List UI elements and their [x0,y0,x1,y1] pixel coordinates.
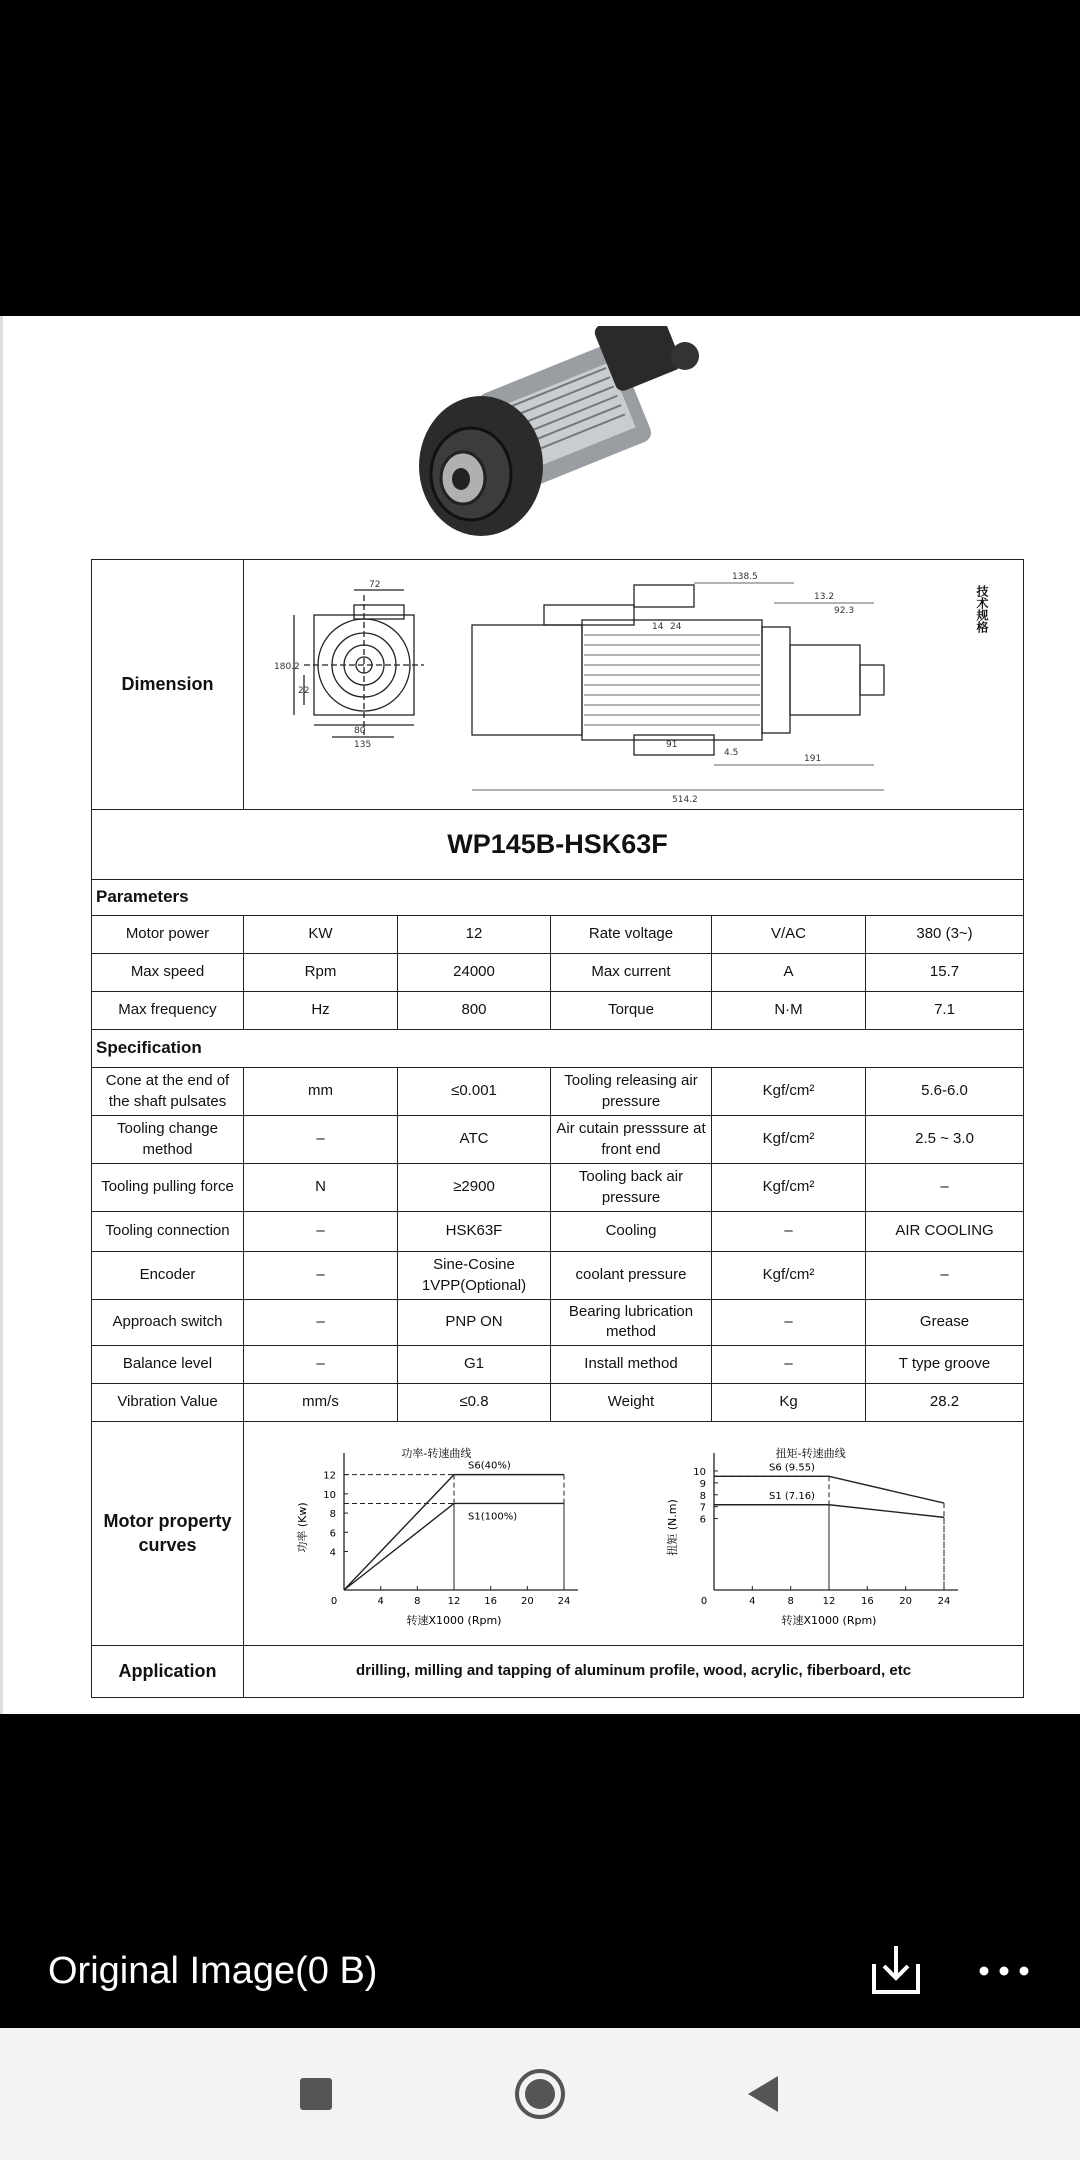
x-tick-label: 0 [330,1596,337,1607]
dim-91: 91 [665,739,677,750]
item-value-2: AIR COOLING [866,1212,1024,1252]
spindle-nose [419,396,543,536]
item-unit-2: Kgf/cm² [712,1116,866,1164]
x-axis-label: 转速X1000 (Rpm) [406,1614,501,1627]
x-tick-label: 12 [447,1596,460,1607]
spec-vertical-label: 技术规格 [974,584,989,633]
item-unit-2: Kgf/cm² [712,1164,866,1212]
x-tick-label: 16 [860,1596,874,1607]
document-image [0,316,1080,1714]
item-name-2: coolant pressure [551,1252,712,1300]
parameters-heading: Parameters [92,880,1024,916]
spec-table [91,559,1024,1698]
item-name: Motor power [92,916,244,954]
item-unit-2: Kg [712,1383,866,1421]
parameters-body [92,916,1024,1030]
series-label: S6 (9.55) [768,1462,815,1474]
item-name: Max frequency [92,992,244,1030]
item-unit: – [244,1300,398,1346]
dim-135: 135 [353,739,371,750]
item-name-2: Max current [551,954,712,992]
curves-cell [244,1421,1024,1645]
x-tick-label: 20 [520,1596,534,1607]
item-value-2: – [866,1252,1024,1300]
item-name-2: Air cutain presssure at front end [551,1116,712,1164]
item-value: Sine-Cosine 1VPP(Optional) [398,1252,551,1300]
dimension-label: Dimension [92,560,244,810]
item-unit: – [244,1212,398,1252]
download-icon[interactable] [868,1942,924,1998]
application-row [92,1645,1024,1697]
y-tick-label: 4 [329,1547,336,1559]
application-label: Application [92,1645,244,1697]
y-tick-label: 6 [699,1514,706,1526]
spec-row [92,1212,1024,1252]
series-label: S6(40%) [467,1460,511,1472]
item-value-2: – [866,1164,1024,1212]
item-value: G1 [398,1345,551,1383]
dim-138: 138.5 [731,571,758,582]
y-tick-label: 6 [329,1528,336,1540]
chart-title: 功率-转速曲线 [400,1447,471,1460]
item-unit: – [244,1252,398,1300]
item-value: HSK63F [398,1212,551,1252]
dim-92: 92.3 [833,605,854,616]
item-value: ≤0.8 [398,1383,551,1421]
square-recents-icon[interactable] [286,2064,346,2124]
item-unit: mm/s [244,1383,398,1421]
item-name-2: Cooling [551,1212,712,1252]
y-tick-label: 10 [322,1489,336,1501]
spec-row [92,954,1024,992]
item-name-2: Bearing lubrication method [551,1300,712,1346]
system-nav-bar [0,2028,1080,2160]
spindle-photo [363,326,723,566]
chart-title: 扭矩-转速曲线 [775,1447,846,1460]
item-name: Tooling pulling force [92,1164,244,1212]
dim-24: 24 [669,621,681,632]
x-tick-label: 24 [937,1596,950,1607]
y-axis-label: 功率 (Kw) [295,1502,309,1553]
item-name-2: Install method [551,1345,712,1383]
spec-row [92,1252,1024,1300]
item-value: PNP ON [398,1300,551,1346]
y-tick-label: 8 [699,1490,706,1502]
dim-4-5: 4.5 [723,747,738,758]
curves-charts [254,1425,1014,1641]
spec-row [92,916,1024,954]
item-value: ≥2900 [398,1164,551,1212]
item-name-2: Torque [551,992,712,1030]
item-value-2: 2.5 ~ 3.0 [866,1116,1024,1164]
x-tick-label: 4 [376,1596,384,1607]
item-unit-2: N·M [712,992,866,1030]
dimension-drawing-cell [244,560,1024,810]
x-axis-label: 转速X1000 (Rpm) [781,1614,876,1627]
dim-514: 514.2 [671,794,698,805]
x-tick-label: 0 [700,1596,707,1607]
item-value: ≤0.001 [398,1068,551,1116]
spec-row [92,1164,1024,1212]
series-label: S1(100%) [467,1511,517,1523]
item-unit: – [244,1116,398,1164]
item-value-2: T type groove [866,1345,1024,1383]
dim-14: 14 [651,621,663,632]
item-value: 800 [398,992,551,1030]
item-value-2: 380 (3~) [866,916,1024,954]
item-unit-2: A [712,954,866,992]
curves-label: Motor property curves [92,1421,244,1645]
image-caption: Original Image(0 B) [48,1950,378,1992]
item-unit-2: V/AC [712,916,866,954]
dim-191: 191 [803,753,821,764]
spec-row [92,1383,1024,1421]
x-tick-label: 8 [413,1596,421,1607]
item-unit: Rpm [244,954,398,992]
circle-home-icon[interactable] [510,2064,570,2124]
y-tick-label: 7 [699,1502,706,1514]
dim-22: 22 [297,685,309,696]
x-tick-label: 20 [898,1596,912,1607]
y-tick-label: 8 [329,1509,336,1521]
item-unit-2: – [712,1345,866,1383]
dimension-row [92,560,1024,810]
item-value-2: 28.2 [866,1383,1024,1421]
item-unit: N [244,1164,398,1212]
item-name-2: Rate voltage [551,916,712,954]
item-value: 24000 [398,954,551,992]
item-unit-2: – [712,1300,866,1346]
item-name: Vibration Value [92,1383,244,1421]
item-name: Max speed [92,954,244,992]
spec-row [92,1116,1024,1164]
item-value-2: 7.1 [866,992,1024,1030]
item-unit-2: Kgf/cm² [712,1068,866,1116]
dim-72: 72 [368,579,380,590]
item-unit: Hz [244,992,398,1030]
y-tick-label: 12 [322,1470,336,1482]
item-value-2: Grease [866,1300,1024,1346]
item-unit: – [244,1345,398,1383]
specification-body [92,1068,1024,1422]
dimension-drawing [254,565,1014,805]
item-name-2: Tooling back air pressure [551,1164,712,1212]
y-tick-label: 9 [699,1478,706,1490]
dim-80: 80 [353,725,365,736]
item-name: Tooling connection [92,1212,244,1252]
item-name: Balance level [92,1345,244,1383]
dim-180: 180.2 [273,661,300,672]
item-name: Encoder [92,1252,244,1300]
item-unit: KW [244,916,398,954]
more-options-icon[interactable] [976,1946,1032,1996]
model-row [92,810,1024,880]
item-name: Tooling change method [92,1116,244,1164]
item-unit-2: – [712,1212,866,1252]
item-value: ATC [398,1116,551,1164]
x-tick-label: 12 [822,1596,835,1607]
item-unit-2: Kgf/cm² [712,1252,866,1300]
x-tick-label: 8 [786,1596,794,1607]
spec-row [92,1345,1024,1383]
triangle-back-icon[interactable] [734,2064,794,2124]
application-text: drilling, milling and tapping of aluminum profile, wood, acrylic, fiberboard, etc [244,1645,1024,1697]
item-name: Cone at the end of the shaft pulsates [92,1068,244,1116]
item-unit: mm [244,1068,398,1116]
x-tick-label: 4 [748,1596,756,1607]
spec-row [92,992,1024,1030]
curves-row [92,1421,1024,1645]
dim-13: 13.2 [813,591,834,602]
spec-row [92,1300,1024,1346]
item-name-2: Tooling releasing air pressure [551,1068,712,1116]
item-name-2: Weight [551,1383,712,1421]
series-label: S1 (7.16) [768,1490,815,1502]
model-title: WP145B-HSK63F [92,810,1024,880]
spec-row [92,1068,1024,1116]
item-name: Approach switch [92,1300,244,1346]
item-value-2: 15.7 [866,954,1024,992]
y-tick-label: 10 [692,1466,706,1478]
x-tick-label: 16 [483,1596,497,1607]
x-tick-label: 24 [557,1596,570,1607]
y-axis-label: 扭矩 (N.m) [665,1499,679,1556]
item-value: 12 [398,916,551,954]
specification-heading: Specification [92,1030,1024,1068]
item-value-2: 5.6-6.0 [866,1068,1024,1116]
